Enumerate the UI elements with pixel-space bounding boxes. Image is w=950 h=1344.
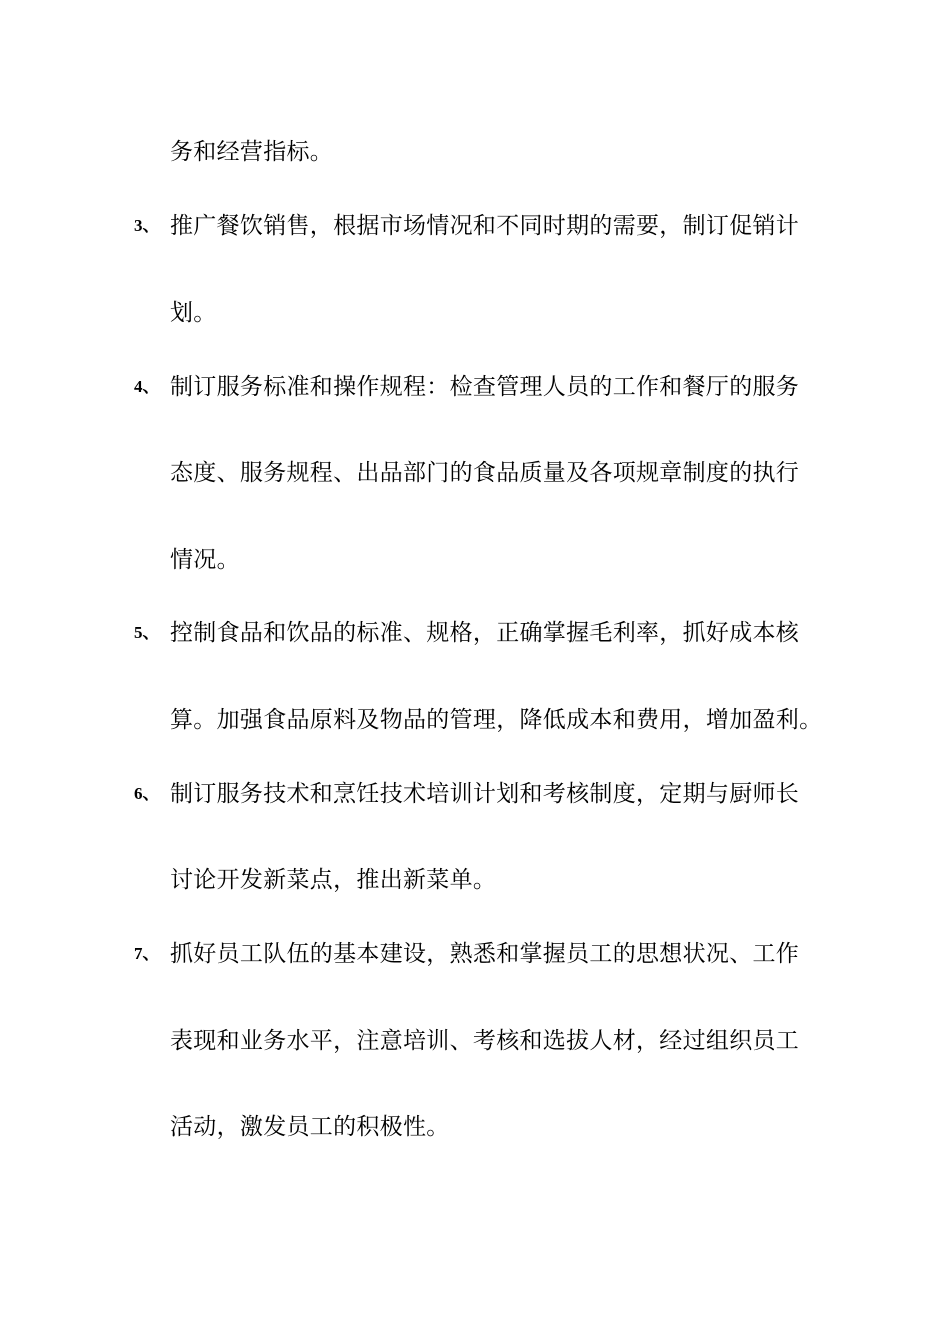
item-7-line-2: 表现和业务水平，注意培训、考核和选拔人材，经过组织员工 (170, 1028, 800, 1054)
item-6-line-2: 讨论开发新菜点，推出新菜单。 (170, 867, 497, 893)
item-7-line-3: 活动，激发员工的积极性。 (170, 1114, 450, 1140)
item-3-line-2: 划。 (170, 300, 217, 326)
item-number-7: 7、 (134, 944, 160, 963)
item-4-line-1: 制订服务标准和操作规程：检查管理人员的工作和餐厅的服务 (170, 374, 800, 400)
item-number-5: 5、 (134, 623, 160, 642)
item-number-4: 4、 (134, 377, 160, 396)
item-number-3: 3、 (134, 216, 160, 235)
item-5-line-1: 控制食品和饮品的标准、规格，正确掌握毛利率，抓好成本核 (170, 620, 800, 646)
item-5-line-2: 算。加强食品原料及物品的管理，降低成本和费用，增加盈利。 (170, 707, 823, 733)
item-7-line-1: 抓好员工队伍的基本建设，熟悉和掌握员工的思想状况、工作 (170, 941, 800, 967)
item-3-line-1: 推广餐饮销售，根据市场情况和不同时期的需要，制订促销计 (170, 213, 800, 239)
item-6-line-1: 制订服务技术和烹饪技术培训计划和考核制度，定期与厨师长 (170, 781, 800, 807)
item-4-line-2: 态度、服务规程、出品部门的食品质量及各项规章制度的执行 (170, 460, 800, 486)
item-number-6: 6、 (134, 784, 160, 803)
item-4-line-3: 情况。 (170, 547, 240, 573)
continuation-line: 务和经营指标。 (170, 139, 334, 165)
